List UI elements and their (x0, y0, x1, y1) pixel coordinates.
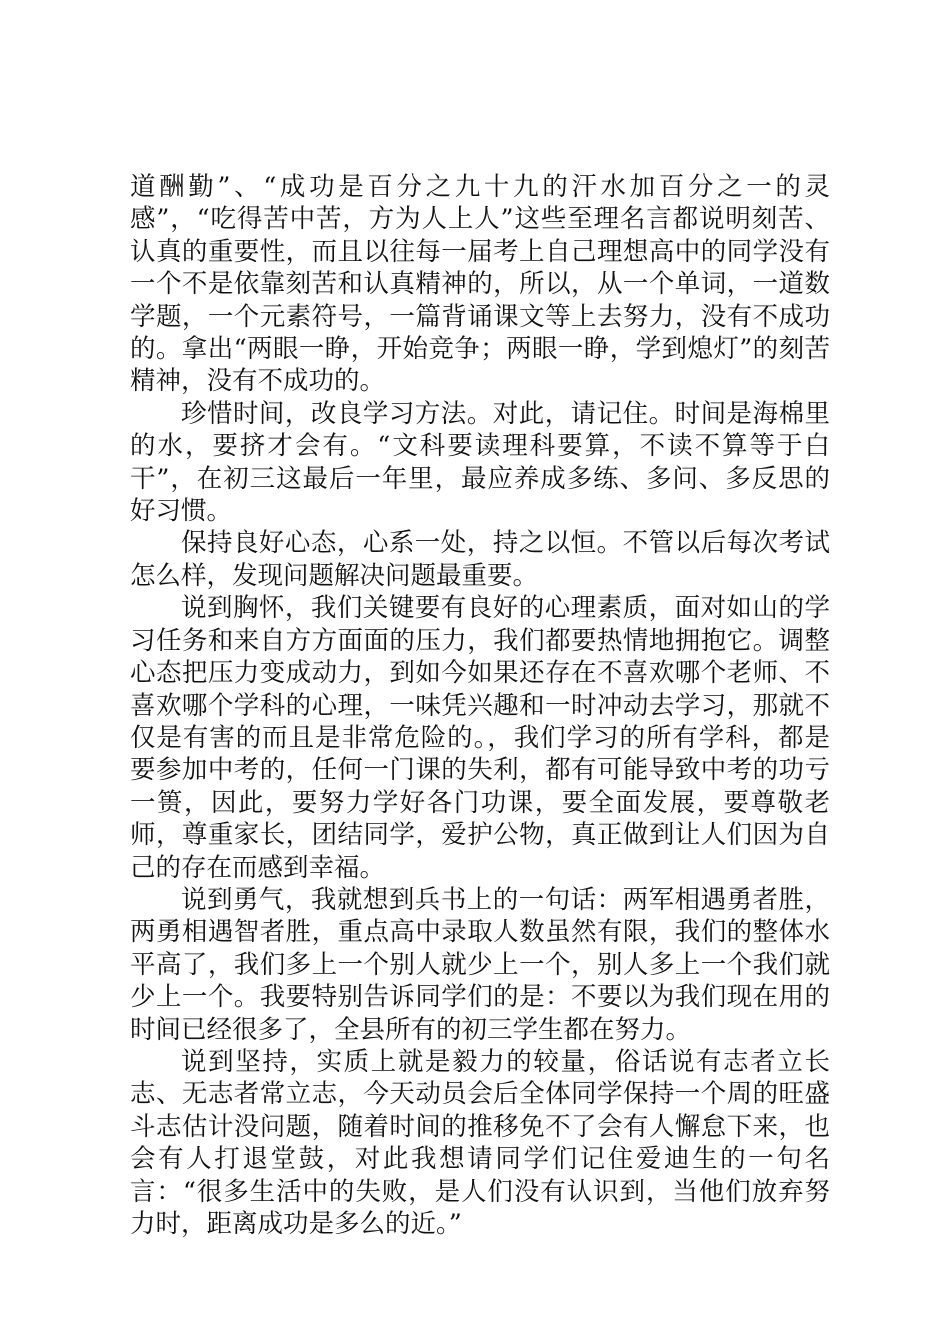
paragraph-courage: 说到勇气，我就想到兵书上的一句话：两军相遇勇者胜，两勇相遇智者胜，重点高中录取人数虽然有限，我们的整体水平高了，我们多上一个别人就少上一个，别人多上一个我们就少上一个。我要特别告诉同学们的是：不要以为我们现在用的时间已经很多了，全县所有的初三学生都在努力。 (130, 884, 830, 1045)
paragraph-cherish-time: 珍惜时间，改良学习方法。对此，请记住。时间是海棉里的水，要挤才会有。“文科要读理科要算，不读不算等于白干”，在初三这最后一年里，最应养成多练、多问、多反思的好习惯。 (130, 398, 830, 527)
document-body (130, 171, 830, 1240)
paragraph-good-mindset: 保持良好心态，心系一处，持之以恒。不管以后每次考试怎么样，发现问题解决问题最重要。 (130, 528, 830, 591)
paragraph-persistence: 说到坚持，实质上就是毅力的较量，俗话说有志者立长志、无志者常立志，今天动员会后全体同学保持一个周的旺盛斗志估计没问题，随着时间的推移免不了会有人懈怠下来，也会有人打退堂鼓，对此我想请同学们记住爱迪生的一句名言：“很多生活中的失败，是人们没有认识到，当他们放弃努力时，距离成功是多么的近。” (130, 1046, 830, 1239)
paragraph-continuation: 道酬勤”、“成功是百分之九十九的汗水加百分之一的灵感”，“吃得苦中苦，方为人上人”这些至理名言都说明刻苦、认真的重要性，而且以往每一届考上自己理想高中的同学没有一个不是依靠刻苦和认真精神的，所以，从一个单词，一道数学题，一个元素符号，一篇背诵课文等上去努力，没有不成功的。拿出“两眼一睁，开始竞争；两眼一睁，学到熄灯”的刻苦精神，没有不成功的。 (130, 172, 830, 397)
paragraph-broad-mind: 说到胸怀，我们关键要有良好的心理素质，面对如山的学习任务和来自方方面面的压力，我们都要热情地拥抱它。调整心态把压力变成动力，到如今如果还存在不喜欢哪个老师、不喜欢哪个学科的心理，一味凭兴趣和一时冲动去学习，那就不仅是有害的而且是非常危险的。，我们学习的所有学科，都是要参加中考的，任何一门课的失利，都有可能导致中考的功亏一篑，因此，要努力学好各门功课，要全面发展，要尊敬老师，尊重家长，团结同学，爱护公物，真正做到让人们因为自己的存在而感到幸福。 (130, 593, 830, 883)
